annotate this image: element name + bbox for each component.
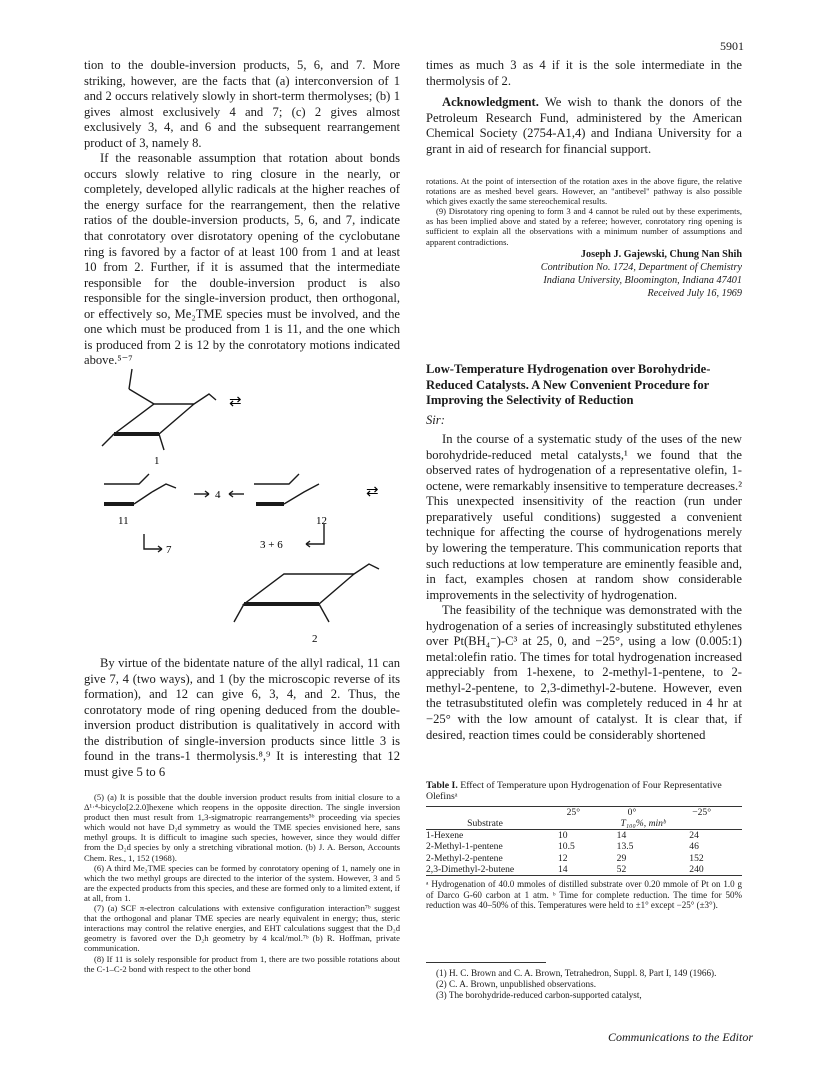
reference-1: (1) H. C. Brown and C. A. Brown, Tetrahedron, Suppl. 8, Part I, 149 (1966). <box>436 968 717 978</box>
table-row: 2,3-Dimethyl-2-butene 14 52 240 <box>426 864 742 876</box>
col-head-25: 25° <box>566 806 581 818</box>
footnote-8: (8) If 11 is solely responsible for product from 1, there are two possible rotations about the C-1–C-2 bond with respect to the other bond <box>84 953 400 974</box>
left-text-bottom <box>84 656 400 780</box>
col-head-substrate: Substrate <box>467 818 503 830</box>
left-paragraph-3: By virtue of the bidentate nature of the allyl radical, 11 can give 7, 4 (two ways), and 1 (by the microscopic reverse of its formation), and 12 can give 6, 3, 4, and 2. Thus, the conrotatory mode of ring opening deduced from the double-inversion product distribution is qualitatively in accord with the distribution of single-inversion products since little 3 is found in the trans-1 thermolysis.⁸,⁹ It is interesting that 12 must give 5 to 6 <box>84 656 400 779</box>
left-text-top <box>84 58 400 369</box>
left-footnotes <box>84 792 400 974</box>
col-subhead: T₁₀₀%, minᵇ <box>620 818 666 830</box>
affiliation-line-1: Contribution No. 1724, Department of Chemistry <box>540 262 742 273</box>
page-number: 5901 <box>720 39 744 53</box>
table-row: 1-Hexene 10 14 24 <box>426 830 699 842</box>
table-note: ᵃ Hydrogenation of 40.0 mmoles of distilled substrate over 0.20 mmole of Pt on 1.0 g of Darco G-60 carbon at 1 atm. ᵇ Time for complete reduction. The time for 50% reduction was 40–50% of this. Temperatures were held to ±1° except −25° (±3°). <box>426 879 742 911</box>
footnote-8-continued: rotations. At the point of intersection of the rotation axes in the above figure, the relative rotations are as meshed bevel gears. However, an "antibevel" pathway is also possible which gives exactly the same stereochemical results. <box>426 176 742 207</box>
structure-2-ring <box>244 574 354 604</box>
equilibrium-arrow-2: ⇄ <box>366 484 379 500</box>
right-text-top <box>426 58 742 157</box>
right-paragraph-2: In the course of a systematic study of the uses of the new borohydride-reduced metal catalysts,¹ we found that the observed rates of hydrogenation of a representative olefin, 1-octene, were remarkably insensitive to temperature decreases.² This unexpected insensitivity of the reaction (run under preparatively useful conditions) suggested a convenient technique for affecting the course of hydrogenations merely by lowering the temperature. This communication reports that such reductions at low temperature are eminently feasible and, in fact, examples chosen at random show considerable improvements in the selectivity of hydrogenation. <box>426 432 742 602</box>
footnote-6: (6) A third Me₂TME species can be formed by conrotatory opening of 1, namely one in which the two methyl groups are directed to the interior of the system. However, 3 and 5 are the expected products from this species, and these are formed only to a limited extent, if at all, from 1. <box>84 862 400 903</box>
reference-3: (3) The borohydride-reduced carbon-supported catalyst, <box>436 989 642 1000</box>
right-article <box>426 362 742 743</box>
salutation: Sir: <box>426 412 445 427</box>
table-grid <box>426 807 742 876</box>
signature-block <box>426 248 742 300</box>
affiliation-line-2: Indiana University, Bloomington, Indiana 47401 <box>543 275 742 286</box>
structure-1-ring <box>114 404 194 434</box>
right-paragraph-3: The feasibility of the technique was demonstrated with the hydrogenation of a series of increasingly substituted ethylenes over Pt(BH₄⁻)-C³ at 25, 0, and −25°, using a low (0.005:1) metal:olefin ratio. The times for total hydrogenation increased appreciably from 1-hexene, to 2-methyl-1-pentene, to 2-methyl-2-pentene, to 2,3-dimethyl-2-butene. However, even the tetrasubstituted olefin was completely reduced in 4 hr at −25° with the low amount of catalyst. It is clear that, if desired, reaction times could be considerably shortened <box>426 603 742 742</box>
authors: Joseph J. Gajewski, Chung Nan Shih <box>580 249 742 260</box>
right-footnote-continuation <box>426 176 742 247</box>
label-1: 1 <box>154 455 160 467</box>
right-paragraph-1: times as much 3 as 4 if it is the sole intermediate in the thermolysis of 2. <box>426 58 742 88</box>
journal-section-footer: Communications to the Editor <box>608 1030 753 1044</box>
table-1 <box>426 780 742 911</box>
table-row: 2-Methyl-1-pentene 10.5 13.5 46 <box>426 841 699 853</box>
refs-rule <box>426 962 546 963</box>
table-row: 2-Methyl-2-pentene 12 29 152 <box>426 852 704 864</box>
label-11: 11 <box>118 515 129 527</box>
label-3-plus-6: 3 + 6 <box>260 539 283 551</box>
equilibrium-arrow-1: ⇄ <box>229 394 242 410</box>
label-7: 7 <box>166 544 172 556</box>
footnote-5: (5) (a) It is possible that the double inversion product results from initial closure to a Δ¹·⁴-bicyclo[2.2.0]hexene which reopens in the opposite direction. The single inversion product then must result from 1,3-sigmatropic rearrangements⁵ᵇ proceeding via species which would not have D₂d symmetry as would the TME species envisioned here, sans methyl groups. It is difficult to imagine such species, however, since they would differ from the D₂d species by only a stretching vibrational motion. (b) J. A. Berson, Accounts Chem. Res., 1, 152 (1968). <box>84 792 400 863</box>
footnote-9: (9) Disrotatory ring opening to form 3 and 4 cannot be ruled out by these experiments, as has been implied above and stated by a referee; however, conrotatory ring opening is sufficient to explain all the observations with a minimum number of assumptions and apparent contradictions. <box>426 206 742 247</box>
footnote-7: (7) (a) SCF π-electron calculations with extensive configuration interaction⁷ᵇ suggest that the orthogonal and planar TME species are nearly equivalent in energy; thus, steric interactions may control the relative energies, and EHT calculations suggest that the D₂d geometry is favored over the D₂h geometry by 4 kcal/mol.⁷ᵇ (b) R. Hoffman, private communication. <box>84 903 400 954</box>
received-date: Received July 16, 1969 <box>647 288 742 299</box>
label-12: 12 <box>316 515 327 527</box>
label-2: 2 <box>312 633 318 645</box>
col-head-0: 0° <box>627 806 637 818</box>
reference-2: (2) C. A. Brown, unpublished observations. <box>436 978 597 989</box>
left-paragraph-1: tion to the double-inversion products, 5, 6, and 7. More striking, however, are the facts that (a) interconversion of 1 and 2 occurs relatively slowly in short-term thermolyses; (b) 1 gives almost exclusively 4 and 7; (c) 2 gives almost exclusively 3, 4, and 6 and the subsequent rearrangement product of 3, namely 8. <box>84 58 400 150</box>
label-4: 4 <box>215 489 221 501</box>
article-title: Low-Temperature Hydrogenation over Borohydride-Reduced Catalysts. A New Convenient Procedure for Improving the Selectivity of Reduction <box>426 362 711 408</box>
reaction-scheme <box>84 364 400 652</box>
table-caption-text: Effect of Temperature upon Hydrogenation of Four Representative Olefinsᵃ <box>426 780 722 803</box>
col-head-m25: −25° <box>692 806 712 818</box>
acknowledgment-heading: Acknowledgment. <box>442 95 539 110</box>
table-caption <box>426 780 742 803</box>
table-caption-label: Table I. <box>426 780 458 791</box>
acknowledgment-text: We wish to thank the donors of the Petroleum Research Fund, administered by the American Chemical Society (2754-A1,4) and Indiana University for a grant in aid of research for financial support. <box>426 95 742 156</box>
right-references <box>426 968 742 1000</box>
acknowledgment <box>426 95 742 157</box>
left-paragraph-2: If the reasonable assumption that rotation about bonds occurs slowly relative to ring closure in the nearly, or completely, developed allylic radicals at the higher reaches of the energy surface for the rearrangement, then the relative ratios of the double-inversion products, 5, 6, and 7, indicate that conrotatory over disrotatory opening of the cyclobutane ring is favored by a factor of at least 100 from 1 and at least 10 from 2. Further, if it is assumed that the intermediate responsible for the double-inversion product is also responsible for the single-inversion product, then orthogonal, or effectively so, Me₂TME species must be involved, and the one which must be produced from 1 is 11, and the one which is produced from 2 is 12 by the conrotatory motions indicated above.⁵⁻⁷ <box>84 151 400 368</box>
